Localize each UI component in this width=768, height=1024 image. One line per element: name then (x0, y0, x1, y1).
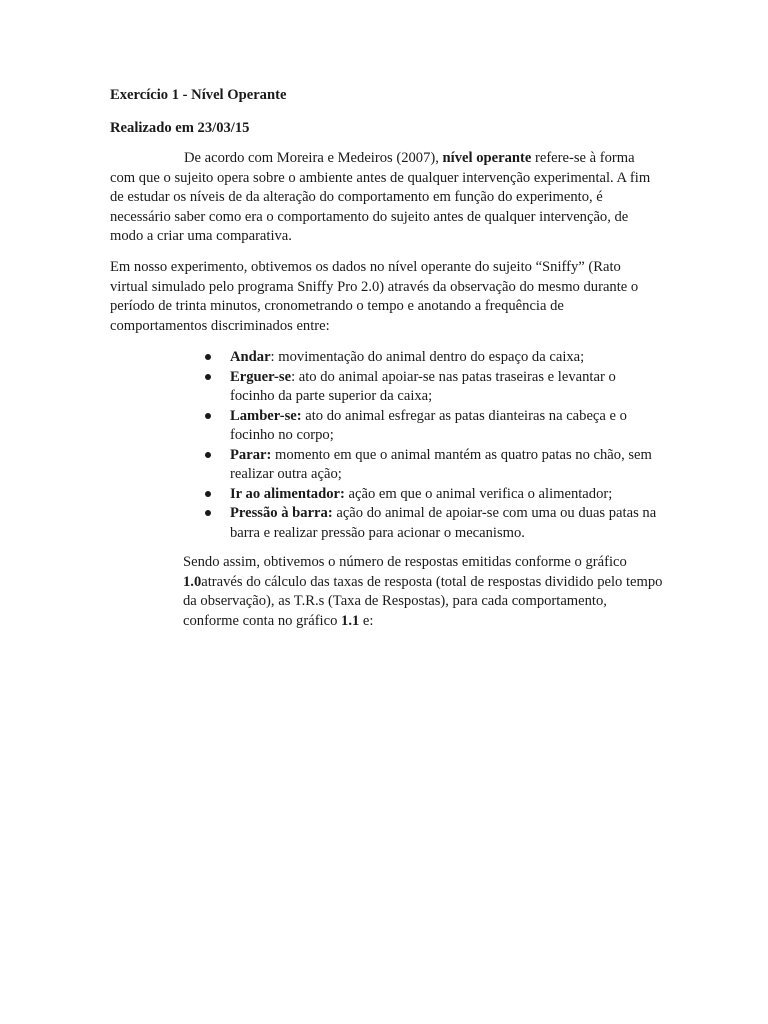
list-item-term: Pressão à barra: (230, 505, 333, 521)
list-item (200, 504, 660, 543)
bullet-icon (205, 491, 211, 497)
paragraph-experiment: Em nosso experimento, obtivemos os dados no nível operante do sujeito “Sniffy” (Rato virtual simulado pelo programa Sniffy Pro 2.0) através da observação do mesmo durante o período de trinta minutos, cronometrando o tempo e anotando a frequência de comportamentos discriminados entre: (110, 259, 639, 334)
list-item-text: : movimentação do animal dentro do espaço da caixa; (270, 349, 585, 365)
graph-reference-1-1: 1.1 (341, 612, 360, 629)
paragraph-results (183, 553, 663, 631)
bullet-icon (205, 354, 211, 360)
list-item-term: Ir ao alimentador: (230, 485, 345, 502)
list-item-term: Lamber-se: (230, 407, 302, 424)
document-subtitle: Realizado em 23/03/15 (110, 120, 250, 136)
list-item (200, 348, 660, 368)
bullet-icon (205, 413, 211, 419)
paragraph-results-end: e: (359, 612, 374, 629)
document-title: Exercício 1 - Nível Operante (110, 87, 287, 103)
paragraph-results-middle: através do cálculo das taxas de resposta (total de respostas dividido pelo tempo da observação), as T.R.s (Taxa de Respostas), para cada comportamento, conforme conta no gráfico (183, 573, 663, 629)
list-item (200, 485, 660, 505)
bullet-icon (205, 452, 211, 458)
list-item-text: ação em que o animal verifica o alimentador; (344, 485, 613, 502)
list-item-term: Parar: (230, 446, 272, 463)
list-item (200, 368, 660, 407)
paragraph-definition (110, 149, 660, 247)
list-item (200, 446, 660, 485)
list-item-term: Andar (230, 349, 271, 365)
paragraph-results-start: Sendo assim, obtivemos o número de respostas emitidas conforme o gráfico (183, 554, 627, 570)
list-item-text: ato do animal esfregar as patas dianteiras na cabeça e o focinho no corpo; (230, 407, 627, 443)
bullet-icon (205, 510, 211, 516)
list-item-text: momento em que o animal mantém as quatro patas no chão, sem realizar outra ação; (230, 446, 652, 482)
list-item (200, 407, 660, 446)
paragraph-definition-rest: refere-se à forma com que o sujeito opera sobre o ambiente antes de qualquer intervenção experimental. A fim de estudar os níveis de da alteração do comportamento em função do experimento, é necessário saber como era o comportamento do sujeito antes de qualquer intervenção, de modo a criar uma comparativa. (110, 150, 651, 244)
bullet-icon (205, 374, 211, 380)
list-item-text: : ato do animal apoiar-se nas patas traseiras e levantar o focinho da parte superior da caixa; (230, 368, 616, 404)
paragraph-definition-start: De acordo com Moreira e Medeiros (2007), (184, 150, 443, 166)
graph-reference-1-0: 1.0 (183, 573, 202, 590)
list-item-text: ação do animal de apoiar-se com uma ou duas patas na barra e realizar pressão para acionar o mecanismo. (230, 505, 657, 541)
paragraph-definition-term: nível operante (442, 150, 532, 166)
behavior-list (200, 348, 660, 543)
list-item-term: Erguer-se (230, 368, 292, 385)
